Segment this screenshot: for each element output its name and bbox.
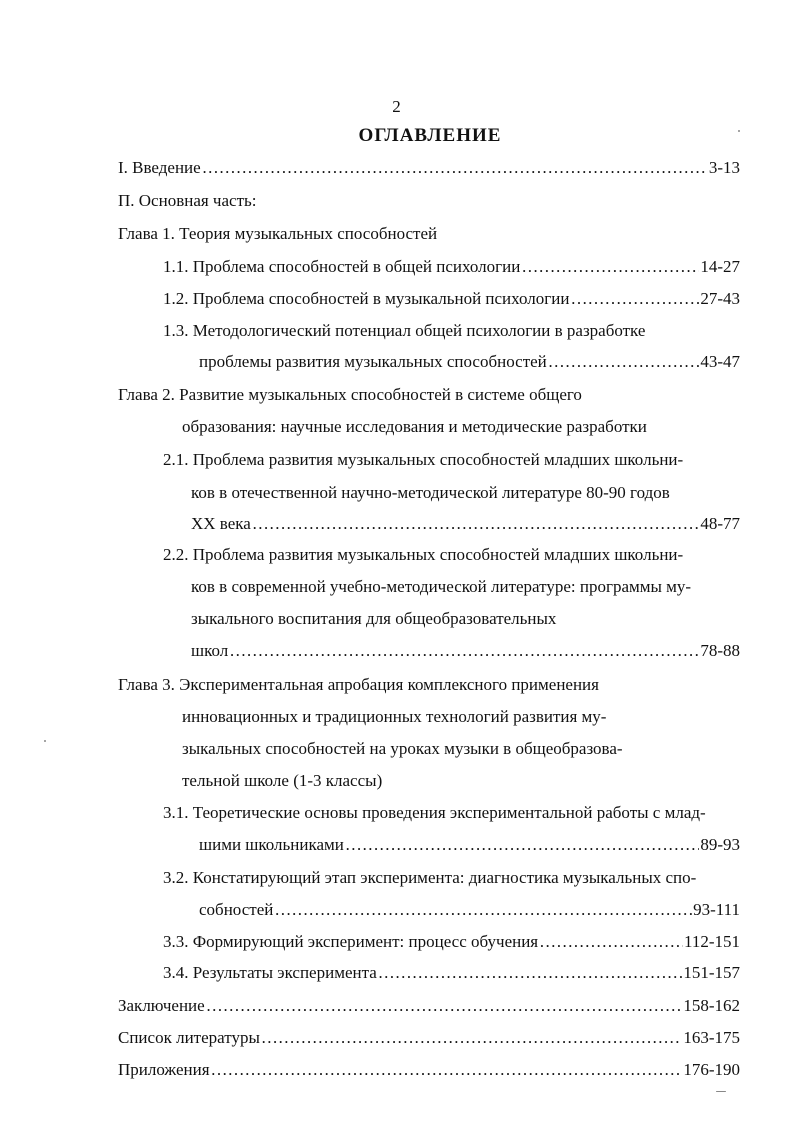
toc-entry-2-2-line1: 2.2. Проблема развития музыкальных способностей младших школьни- <box>163 545 684 564</box>
leader-dots <box>261 1027 682 1049</box>
toc-section-main-part: П. Основная часть: <box>118 191 257 210</box>
toc-entry-1-3 <box>199 351 740 373</box>
leader-dots <box>252 513 700 535</box>
toc-entry-label: 3.4. Результаты эксперимента <box>163 963 377 982</box>
toc-entry-bibliography <box>118 1027 740 1049</box>
page-title: ОГЛАВЛЕНИЕ <box>358 125 502 146</box>
toc-chapter-3-title-cont1: инновационных и традиционных технологий развития му- <box>182 707 607 726</box>
toc-entry-3-2-line1: 3.2. Констатирующий этап эксперимента: диагностика музыкальных спо- <box>163 868 697 887</box>
leader-dots <box>548 351 700 373</box>
leader-dots <box>211 1059 683 1081</box>
toc-entry-pages: 89-93 <box>700 835 740 854</box>
toc-entry-2-2 <box>191 640 740 662</box>
toc-entry-3-1 <box>199 834 740 856</box>
leader-dots <box>202 157 708 179</box>
leader-dots <box>378 962 683 984</box>
toc-entry-3-4 <box>163 962 740 984</box>
leader-dots <box>539 931 683 953</box>
toc-entry-label: 3.3. Формирующий эксперимент: процесс обучения <box>163 932 539 951</box>
toc-chapter-3-title: Глава 3. Экспериментальная апробация комплексного применения <box>118 675 599 694</box>
toc-entry-label: Приложения <box>118 1060 210 1079</box>
toc-entry-2-2-line2: ков в современной учебно-методической литературе: программы му- <box>191 577 692 596</box>
toc-entry-label: школ <box>191 641 229 660</box>
toc-entry-pages: 176-190 <box>683 1060 740 1079</box>
toc-entry-pages: 43-47 <box>700 352 740 371</box>
toc-entry-3-1-line1: 3.1. Теоретические основы проведения экспериментальной работы с млад- <box>163 803 706 822</box>
toc-entry-2-1-line1: 2.1. Проблема развития музыкальных способностей младших школьни- <box>163 450 684 469</box>
toc-chapter-2-title: Глава 2. Развитие музыкальных способностей в системе общего <box>118 385 582 404</box>
toc-entry-label: I. Введение <box>118 158 201 177</box>
toc-entry-label: проблемы развития музыкальных способностей <box>199 352 547 371</box>
toc-entry-pages: 27-43 <box>700 289 740 308</box>
toc-entry-pages: 151-157 <box>683 963 740 982</box>
toc-entry-pages: 48-77 <box>700 514 740 533</box>
toc-entry-1-3-line1: 1.3. Методологический потенциал общей психологии в разработке <box>163 321 646 340</box>
leader-dots <box>521 256 699 278</box>
toc-entry-pages: 112-151 <box>683 932 740 951</box>
toc-entry-label: 1.2. Проблема способностей в музыкальной психологии <box>163 289 570 308</box>
toc-entry-intro <box>118 157 740 179</box>
leader-dots <box>274 899 692 921</box>
toc-entry-appendices <box>118 1059 740 1081</box>
toc-entry-label: 1.1. Проблема способностей в общей психологии <box>163 257 521 276</box>
toc-entry-3-3 <box>163 931 740 953</box>
toc-entry-2-1 <box>191 513 740 535</box>
toc-chapter-3-title-cont2: зыкальных способностей на уроках музыки в общеобразова- <box>182 739 623 758</box>
toc-entry-2-2-line3: зыкального воспитания для общеобразовательных <box>191 609 557 628</box>
toc-entry-pages: 158-162 <box>683 996 740 1015</box>
leader-dots <box>345 834 699 856</box>
leader-dots <box>570 288 699 310</box>
toc-entry-1-2 <box>163 288 740 310</box>
toc-entry-1-1 <box>163 256 740 278</box>
leader-dots <box>229 640 699 662</box>
toc-entry-label: XX века <box>191 514 251 533</box>
scan-speck <box>716 1091 726 1092</box>
toc-entry-pages: 93-111 <box>693 900 740 919</box>
scan-speck <box>44 740 46 742</box>
toc-entry-3-2 <box>199 899 740 921</box>
toc-entry-pages: 78-88 <box>700 641 740 660</box>
toc-entry-pages: 14-27 <box>700 257 740 276</box>
toc-entry-label: шими школьниками <box>199 835 344 854</box>
scan-speck <box>738 130 740 132</box>
toc-chapter-2-title-cont: образования: научные исследования и методические разработки <box>182 417 647 436</box>
toc-entry-label: Заключение <box>118 996 205 1015</box>
toc-entry-conclusion <box>118 995 740 1017</box>
toc-entry-label: Список литературы <box>118 1028 260 1047</box>
toc-entry-pages: 163-175 <box>683 1028 740 1047</box>
toc-chapter-3-title-cont3: тельной школе (1-3 классы) <box>182 771 383 790</box>
toc-chapter-1-title: Глава 1. Теория музыкальных способностей <box>118 224 438 243</box>
toc-entry-pages: 3-13 <box>708 158 740 177</box>
toc-entry-2-1-line2: ков в отечественной научно-методической литературе 80-90 годов <box>191 483 670 502</box>
page-number: 2 <box>392 97 401 116</box>
leader-dots <box>206 995 683 1017</box>
toc-entry-label: собностей <box>199 900 274 919</box>
